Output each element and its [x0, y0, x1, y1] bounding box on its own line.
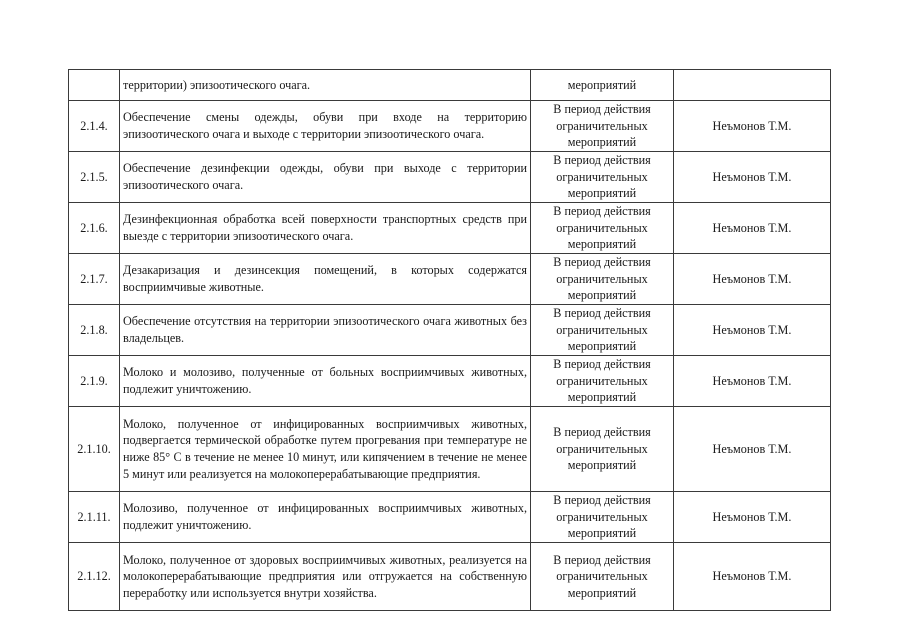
responsible-person: Неъмонов Т.М. — [674, 407, 831, 492]
measure-period: В период действия ограничительных мероприятий — [531, 356, 674, 407]
table-row — [69, 101, 831, 152]
measure-period: В период действия ограничительных мероприятий — [531, 254, 674, 305]
measure-period: В период действия ограничительных мероприятий — [531, 305, 674, 356]
measure-period: В период действия ограничительных мероприятий — [531, 203, 674, 254]
measure-period: В период действия ограничительных мероприятий — [531, 101, 674, 152]
row-number: 2.1.4. — [69, 101, 120, 152]
table-row — [69, 254, 831, 305]
measure-description: территории) эпизоотического очага. — [120, 70, 531, 101]
responsible-person: Неъмонов Т.М. — [674, 101, 831, 152]
measure-description: Обеспечение отсутствия на территории эпизоотического очага животных без владельцев. — [120, 305, 531, 356]
row-number — [69, 70, 120, 101]
row-number: 2.1.6. — [69, 203, 120, 254]
responsible-person: Неъмонов Т.М. — [674, 356, 831, 407]
responsible-person: Неъмонов Т.М. — [674, 492, 831, 543]
table-row — [69, 356, 831, 407]
responsible-person: Неъмонов Т.М. — [674, 203, 831, 254]
row-number: 2.1.12. — [69, 543, 120, 611]
row-number: 2.1.7. — [69, 254, 120, 305]
measure-period: В период действия ограничительных мероприятий — [531, 407, 674, 492]
row-number: 2.1.10. — [69, 407, 120, 492]
row-number: 2.1.9. — [69, 356, 120, 407]
measures-table — [68, 69, 831, 611]
table-row — [69, 203, 831, 254]
table-row — [69, 305, 831, 356]
measure-period: В период действия ограничительных мероприятий — [531, 492, 674, 543]
responsible-person: Неъмонов Т.М. — [674, 543, 831, 611]
responsible-person — [674, 70, 831, 101]
responsible-person: Неъмонов Т.М. — [674, 305, 831, 356]
row-number: 2.1.11. — [69, 492, 120, 543]
measure-description: Обеспечение смены одежды, обуви при входе на территорию эпизоотического очага и выходе с территории эпизоотического очага. — [120, 101, 531, 152]
measure-period: В период действия ограничительных мероприятий — [531, 543, 674, 611]
row-number: 2.1.8. — [69, 305, 120, 356]
measure-description: Молозиво, полученное от инфицированных восприимчивых животных, подлежит уничтожению. — [120, 492, 531, 543]
measure-description: Молоко, полученное от здоровых восприимчивых животных, реализуется на молокоперерабатывающие предприятия или отгружается на собственную переработку или используется внутри хозяйства. — [120, 543, 531, 611]
measure-description: Обеспечение дезинфекции одежды, обуви при выходе с территории эпизоотического очага. — [120, 152, 531, 203]
table-row — [69, 70, 831, 101]
table-row — [69, 492, 831, 543]
table-row — [69, 407, 831, 492]
measure-period: мероприятий — [531, 70, 674, 101]
measure-description: Молоко и молозиво, полученные от больных восприимчивых животных, подлежит уничтожению. — [120, 356, 531, 407]
measure-description: Дезинфекционная обработка всей поверхности транспортных средств при выезде с территории эпизоотического очага. — [120, 203, 531, 254]
table-row — [69, 152, 831, 203]
responsible-person: Неъмонов Т.М. — [674, 254, 831, 305]
measure-description: Молоко, полученное от инфицированных восприимчивых животных, подвергается термической обработке путем прогревания при температуре не ниже 85° С в течение не менее 10 минут, или кипячением в течение не менее 5 минут или реализуется на молокоперерабатывающие предприятия. — [120, 407, 531, 492]
responsible-person: Неъмонов Т.М. — [674, 152, 831, 203]
table-row — [69, 543, 831, 611]
row-number: 2.1.5. — [69, 152, 120, 203]
measure-description: Дезакаризация и дезинсекция помещений, в которых содержатся восприимчивые животные. — [120, 254, 531, 305]
measure-period: В период действия ограничительных мероприятий — [531, 152, 674, 203]
